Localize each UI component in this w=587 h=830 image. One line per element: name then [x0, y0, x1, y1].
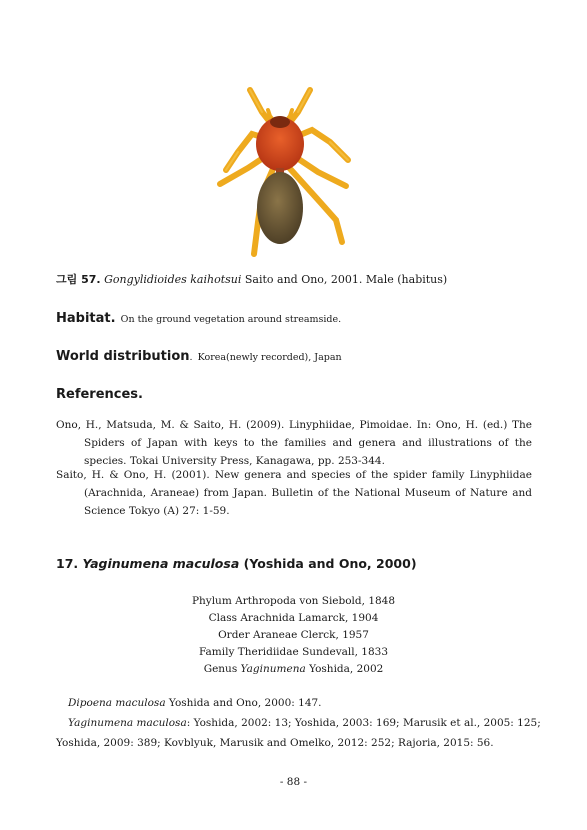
spider-habitus-figure: [200, 82, 360, 260]
taxonomy-genus: [0, 661, 587, 678]
genus-author: Yoshida, 2002: [305, 663, 384, 675]
taxonomy-order: Order Araneae Clerck, 1957: [218, 629, 369, 641]
species-heading: [56, 556, 417, 571]
synonym-name: Dipoena maculosa: [68, 697, 166, 709]
reference-item: Ono, H., Matsuda, M. & Saito, H. (2009). Linyphiidae, Pimoidae. In: Ono, H. (ed.) The Spiders of Japan with keys to the families and genera and illustrations of the species. Tokai University Press, Kanagawa, pp. 253-344.: [56, 419, 532, 467]
figure-caption-rest: Saito and Ono, 2001. Male (habitus): [241, 273, 448, 286]
references-section: [56, 383, 143, 402]
habitat-heading: Habitat.: [56, 311, 116, 326]
synonym-line: [68, 713, 541, 733]
synonym-line: [68, 693, 322, 713]
taxonomy-class: Class Arachnida Lamarck, 1904: [208, 612, 379, 624]
references-heading: References.: [56, 387, 143, 402]
distribution-dot: .: [189, 352, 193, 363]
genus-name: Yaginumena: [240, 663, 306, 675]
genus-label: Genus: [203, 663, 241, 675]
synonym-line: Yoshida, 2009: 389; Kovblyuk, Marusik and Omelko, 2012: 252; Rajoria, 2015: 56.: [56, 737, 494, 749]
habitat-section: [56, 307, 341, 326]
figure-species-name: Gongylidioides kaihotsui: [104, 273, 242, 286]
distribution-text: Korea(newly recorded), Japan: [197, 352, 342, 363]
taxonomy-family: Family Theridiidae Sundevall, 1833: [198, 646, 389, 658]
figure-label: 그림 57.: [56, 273, 101, 286]
habitat-text: On the ground vegetation around streamside.: [120, 314, 342, 325]
reference-item: Saito, H. & Ono, H. (2001). New genera and species of the spider family Linyphiidae (Arachnida, Araneae) from Japan. Bulletin of the National Museum of Nature and Science Tokyo (A) 27: 1-59.: [56, 469, 532, 517]
synonym-name: Yaginumena maculosa: [68, 717, 187, 729]
distribution-section: [56, 345, 342, 364]
figure-caption: [56, 271, 447, 287]
species-author: (Yoshida and Ono, 2000): [243, 556, 417, 571]
distribution-heading: World distribution: [56, 349, 190, 364]
taxonomy-phylum: Phylum Arthropoda von Siebold, 1848: [191, 595, 396, 607]
species-name: Yaginumena maculosa: [82, 556, 240, 571]
synonym-citation: : Yoshida, 2002: 13; Yoshida, 2003: 169; Marusik et al., 2005: 125;: [186, 717, 541, 729]
abdomen: [257, 172, 303, 244]
page-number: - 88 -: [279, 776, 308, 788]
synonym-citation: Yoshida and Ono, 2000: 147.: [165, 697, 322, 709]
species-number: 17.: [56, 556, 79, 571]
